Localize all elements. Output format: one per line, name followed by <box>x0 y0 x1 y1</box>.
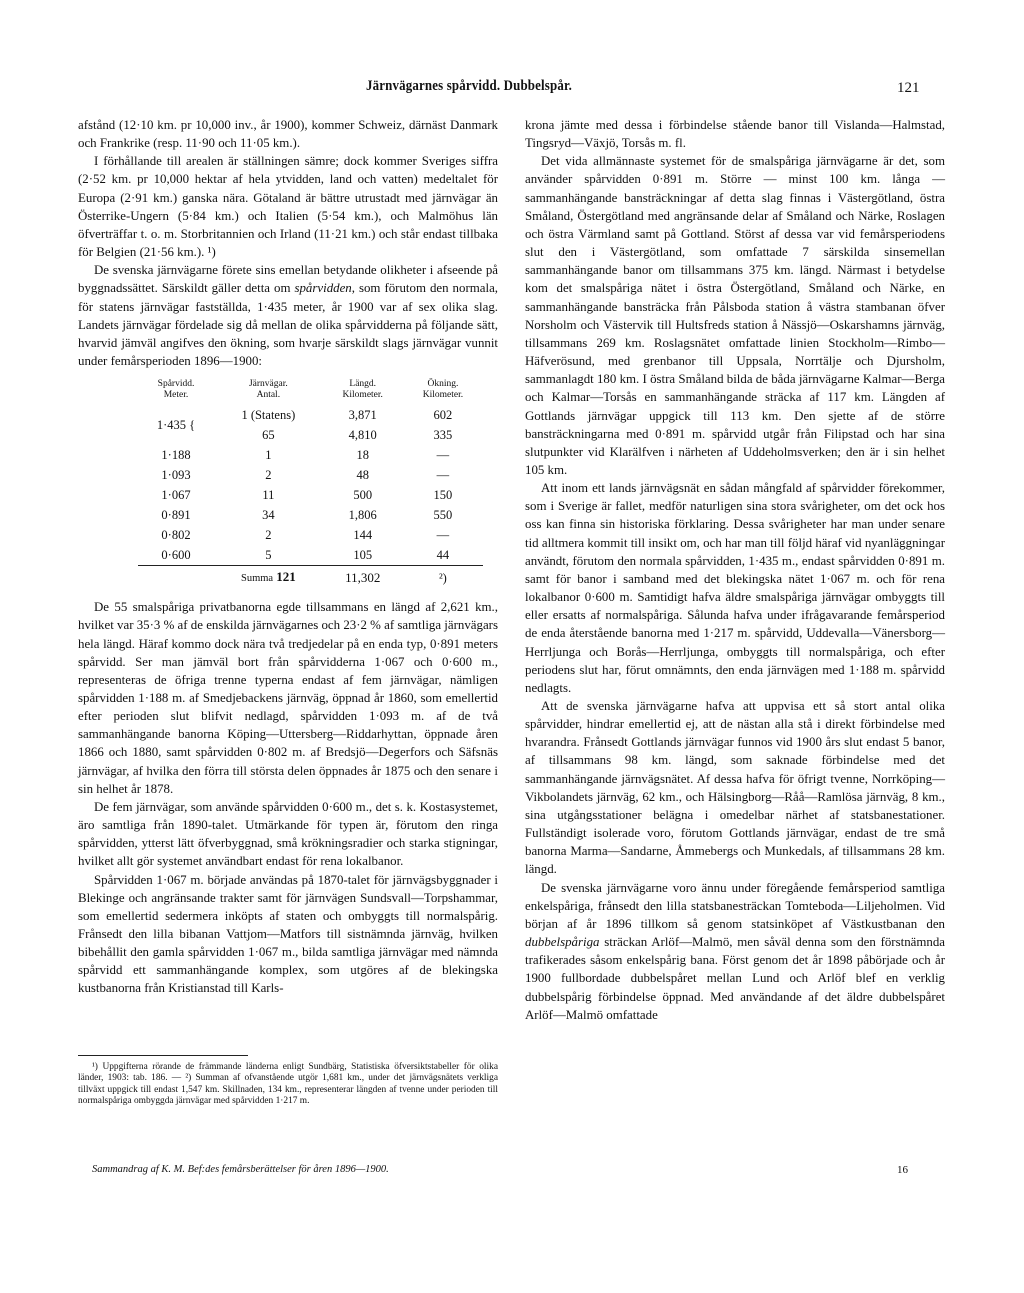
paragraph: afstånd (12·10 km. pr 10,000 inv., år 1900), kommer Schweiz, därnäst Danmark och Frankrike (resp. 11·90 och 11·05 km.). <box>78 118 498 151</box>
increase-cell: — <box>436 448 450 463</box>
column-header: Längd. Kilometer. <box>342 379 383 401</box>
gauge-cell: 0·600 <box>138 545 214 566</box>
count-cell: 2 <box>265 528 272 543</box>
table-row <box>138 505 483 525</box>
gauge-cell: 1·067 <box>161 488 191 503</box>
increase-cell: 550 <box>433 508 453 523</box>
column-header: Spårvidd. Meter. <box>157 379 195 401</box>
count-cell: 11 <box>262 488 275 503</box>
footer-source: Sammandrag af K. M. Bef:des femårsberättelser för åren 1896—1900. <box>92 1164 389 1175</box>
sum-count-cell <box>214 566 323 589</box>
table-row <box>138 405 483 425</box>
paragraph: krona jämte med dessa i förbindelse stående banor till Vislanda—Halmstad, Tingsryd—Växjö, Torsås m. fl. <box>525 118 945 151</box>
table-row <box>138 485 483 505</box>
count-cell: 1 <box>265 448 272 463</box>
paragraph: Att inom ett lands järnvägsnät en sådan mångfald af spårvidder förekommer, som i Sverige är fallet, medför naturligen sina stora svårigheter, om det ock hos oss kan finna sin historiska förklaring. Dessa svårigheter har man under senare tid alltmera kommit till insikt om, och har man till följd häraf vid nyanläggningar användt, förutom den normala spårvidden, 1·435 m., endast spårvidden 0·891 m. samt för banor i samband med det blekingska nätet 1·067 m. och för rena lokalbanor 0·600 m. Samtidigt hafva äldre smalspåriga järnvägar ombyggts till eller ersatts af normalspåriga. Sålunda hafva under ifrågavarande femårsperiod de enda återstående banorna med 1·217 m. spårvidd, Uddevalla—Vänersborg—Herrljunga och Borås—Herrljunga, ombyggts till normalspåriga, och efter periodens slut har, förut omnämnts, den enda järnvägen med 1·188 m. spårvidd nedlagts. <box>525 481 945 695</box>
increase-cell: — <box>436 528 450 543</box>
table-header-row <box>138 379 483 405</box>
sheet-signature: 16 <box>897 1164 908 1176</box>
emphasis-text: spårvidden <box>294 281 352 296</box>
emphasis-text: dubbelspåriga <box>525 935 600 950</box>
increase-cell: — <box>436 468 450 483</box>
group-gauge-cell: 1·435 { <box>156 418 196 433</box>
left-column <box>78 116 498 998</box>
running-head: Järnvägarnes spårvidd. Dubbelspår. <box>366 78 573 94</box>
page-header <box>0 78 1024 102</box>
length-cell: 105 <box>323 545 403 566</box>
sum-note: ²) <box>403 566 483 589</box>
sum-count: 121 <box>276 569 296 585</box>
gauge-cell: 1·188 <box>161 448 191 463</box>
footnote-rule <box>78 1055 248 1056</box>
length-cell: 500 <box>353 488 373 503</box>
table-row <box>138 465 483 485</box>
paragraph <box>78 261 498 370</box>
paragraph: Att de svenska järnvägarne hafva att uppvisa ett så stort antal olika spårvidder, hindrar emellertid ej, att de nästan alla stå i direkt förbindelse med hvarandra. Frånsedt Gottlands järnvägar funnos vid 1900 års slut endast 5 banor, af tillsammans 98 km. längd, som saknade förbindelse med det sammanhängande järnvägsnätet. Af dessa hafva för öfrigt tvenne, Norrköping—Vikbolandets järnväg, 62 km., och Hälsingborg—Råå—Ramlösa järnväg, 8 km., sina utgångsstationer belägna i omedelbar närhet af statsbanestationer. Fullständigt isolerade voro, förutom Gottlands järnvägar, endast de tre små banorna Marma—Sandarne, Åmmebergs och Munkedals, af tillsammans 28 km. längd. <box>525 699 945 877</box>
table-row <box>138 525 483 545</box>
paragraph: Spårvidden 1·067 m. började användas på 1870-talet för järnvägsbyggnader i Blekinge och angränsande trakter samt för järnvägen Sundsvall—Torpshammar, som emellertid sedermera inköpts af staten och ombyggts till normalspårig. Frånsedt den lilla bibanan Vattjom—Matfors till sistnämnda järnväg, hvilken bibehållit den gamla spårvidden 1·067 m., bilda samtliga järnvägar med nämnda spårvidd ett sammanhängande komplex, som utgöres af de blekingska kustbanorna från Kristianstad till Karls- <box>78 872 498 996</box>
text-run: , som förutom den normala, för statens järnvägar fastställda, 1·435 meter, år 1900 var af sex olika slag. Landets järnvägar fördelade sig då mellan de olika spårvidderna på följande sätt, hvarvid jämväl angifves den ökning, som hvarje särskildt slags järnvägar vunnit under femårsperioden 1896—1900: <box>78 281 499 369</box>
length-cell: 1,806 <box>348 508 377 523</box>
text-run: De svenska järnvägarne förete sins emellan betydande olikheter i afseende på byggnadssättet. Särskildt gäller detta om <box>78 263 498 296</box>
state-note: (Statens) <box>250 408 296 423</box>
paragraph: De 55 smalspåriga privatbanorna egde tillsammans en längd af 2,621 km., hvilket var 35·3 % af de enskilda järnvägarnes och 23·2 % af samtliga järnvägars hela längd. Häraf kommo dock nära två tredjedelar på en enda typ, 0·891 meters spårvidd. Ser man jämväl bort från spårvidderna 1·067 och 0·600 m., representeras de öfriga trenne typerna endast af fem järnvägar, nämligen spårvidden 1·188 m. af Smedjebackens järnväg, öppnad år 1860, som emellertid efter perioden slut blifvit nedlagd, spårvidden 1·093 m. af de två sammanhängande banorna Köping—Uttersberg—Riddarhyttan, öppnade åren 1866 och 1880, samt spårvidden 0·802 m. af Bredsjö—Degerfors och Säfsnäs järnvägar, af hvilka den förra till största delen öppnades år 1875 och den senare i sin helhet år 1878. <box>78 600 498 796</box>
length-cell: 18 <box>356 448 369 463</box>
text-run: De svenska järnvägarne voro ännu under föregående femårsperiod samtliga enkelspåriga, frånsedt den lilla statsbanesträckan Tomteboda—Liljeholmen. Vid början af år 1896 tillkom så genom statsinköpet af Västkustbanan den <box>525 880 945 931</box>
table-row <box>138 445 483 465</box>
length-cell: 3,871 <box>348 408 377 423</box>
paragraph: De fem järnvägar, som använde spårvidden 0·600 m., det s. k. Kostasystemet, äro samtliga från 1890-talet. Utmärkande för typen är, förutom den ringa spårvidden, ytterst lätt öfverbyggnad, små krökningsradier och starka stigningar, hvilket allt gör systemet användbart endast för rena lokalbanor. <box>78 799 498 869</box>
page-number: 121 <box>897 80 920 96</box>
length-cell: 48 <box>356 468 369 483</box>
paragraph: I förhållande till arealen är ställningen sämre; dock kommer Sveriges siffra (2·52 km. pr 10,000 hektar af hela ytvidden, land och vatten) medeltalet för Europa (2·91 km.) ganska nära. Götaland är bättre utrustadt med järnvägar än Österrike-Ungern (5·84 km.) och Italien (5·54 km.), och Malmöhus län öfverträffar t. o. m. Storbritannien och Irland (11·21 km.) och står endast tillbaka för Belgien (21·56 km.). ¹) <box>78 154 498 260</box>
length-cell: 144 <box>353 528 373 543</box>
gauge-cell: 0·802 <box>161 528 191 543</box>
gauge-cell: 0·891 <box>161 508 191 523</box>
count-cell: 1 (Statens) <box>241 408 296 423</box>
column-header: Järnvägar. Antal. <box>248 379 288 401</box>
length-cell: 4,810 <box>348 428 377 443</box>
table-sum-row <box>138 566 483 589</box>
sum-label <box>138 566 214 589</box>
count-cell: 5 <box>214 545 323 566</box>
text-run: sträckan Arlöf—Malmö, men såväl denna som den förstnämnda trafikerades såsom enkelspårig bana. Först genom det år 1898 påbörjade och år 1900 fullbordade dubbelspåret mellan Lund och Arlöf blef en verklig dubbelspårig förbindelse öppnad. Med användande af det äldre dubbelspåret Arlöf—Malmö omfattade <box>525 935 945 1022</box>
count-cell: 2 <box>265 468 272 483</box>
gauge-cell: 1·093 <box>161 468 191 483</box>
sum-label-text: Summa <box>240 573 274 585</box>
column-header: Ökning. Kilometer. <box>422 379 464 401</box>
gauge-table <box>138 379 483 588</box>
paragraph <box>525 879 945 1024</box>
table-row <box>138 545 483 566</box>
count-cell: 65 <box>262 428 275 443</box>
increase-cell: 44 <box>403 545 483 566</box>
footnote: ¹) Uppgifterna rörande de främmande länderna enligt Sundbärg, Statistiska öfversiktstabeller för olika länder, 1903: tab. 186. — ²) Summan af ofvanstående utgör 1,681 km., under det järnvägsnätets verkliga tillväxt uppgick till endast 1,547 km. Skillnaden, 134 km., representerar längden af tvenne under perioden till normalspåriga ombyggda järnvägar med spårvidden 1·217 m. <box>78 1062 498 1107</box>
count-cell: 34 <box>262 508 275 523</box>
increase-cell: 150 <box>433 488 453 503</box>
increase-cell: 335 <box>433 428 453 443</box>
sum-length: 11,302 <box>323 566 403 589</box>
increase-cell: 602 <box>433 408 453 423</box>
footnotes <box>78 1062 498 1108</box>
paragraph: Det vida allmännaste systemet för de smalspåriga järnvägarne är det, som använder spårvidden 0·891 m. Större — minst 100 km. långa — sammanhängande bansträckningar af detta slag finnas i Västergötland, östra Småland, Östergötland med angränsande delar af Småland och Närke, Roslagen och östra Värmland samt på Gottland. Störst af dessa var vid femårsperiodens slut den i Västergötland, som omfattade 7 särskilda sinsemellan sammanhängande banor om tillsammans 375 km. längd. Närmast i betydelse kom det smalspåriga nätet i östra Östergötland, Småland och Närke, en sammanhängande bansträcka från Pålsboda station å västra stambanan öfver Norsholm och Västervik till Hultsfreds station å Nässjö—Oskarshamns järnväg, tillsammans 269 km. Roslagsnätet omfattade linien Stockholm—Rimbo—Häfverösund, med grenbanor till Uppsala, Norrtälje och Djursholm, sammanlagdt 180 km. I östra Småland bilda de båda järnvägarne Kalmar—Berga och Kalmar—Torsås en sammanhängande sträcka af 117 km. Längden af Gottlands järnvägar uppgick till 113 km. Den sjette af de större bansträckningarna med 0·891 m. spårvidd utgår från Filipstad och har sina slutpunkter vid Klarälfven i närheten af Uddeholmsverken; den är i sin helhet 105 km. <box>525 154 945 477</box>
right-column <box>525 116 945 1024</box>
